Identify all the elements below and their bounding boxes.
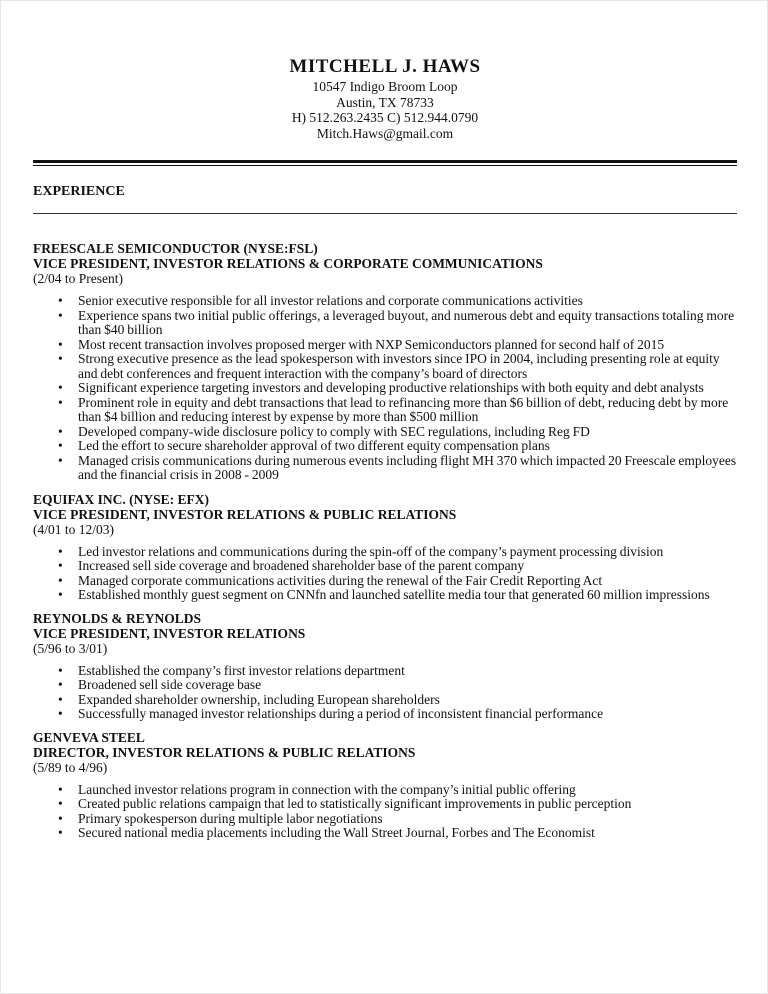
responsibility-text: Successfully managed investor relationships during a period of inconsistent financial performance [78,706,604,721]
bullet-icon: • [58,677,63,692]
responsibility-item [33,797,737,812]
responsibility-item [33,396,737,425]
job-dates: (2/04 to Present) [33,271,123,286]
job-title: VICE PRESIDENT, INVESTOR RELATIONS & CORPORATE COMMUNICATIONS [33,256,543,271]
responsibility-item [33,588,737,603]
responsibility-list [33,664,737,722]
bullet-icon: • [58,781,63,797]
job-title: VICE PRESIDENT, INVESTOR RELATIONS [33,625,306,641]
responsibility-text: Primary spokesperson during multiple labor negotiations [78,810,383,826]
bullet-icon: • [58,438,63,453]
responsibility-item [33,352,737,381]
responsibility-text: Prominent role in equity and debt transactions that lead to refinancing more than $6 billion of debt, reducing debt by more than $4 billion and reducing interest by expense by more than $500 million [78,394,729,424]
job-title: DIRECTOR, INVESTOR RELATIONS & PUBLIC RELATIONS [33,744,416,760]
responsibility-item [33,294,737,309]
responsibility-item [33,545,737,560]
job-title: VICE PRESIDENT, INVESTOR RELATIONS & PUBLIC RELATIONS [33,506,457,522]
job-dates: (4/01 to 12/03) [33,521,114,537]
responsibility-item [33,678,737,693]
email-address: Mitch.Haws@gmail.com [316,125,454,141]
job-entry [33,730,737,841]
header-divider-thick [33,160,737,163]
responsibility-item [33,826,737,841]
responsibility-item [33,559,737,574]
responsibility-text: Broadened sell side coverage base [78,677,262,692]
bullet-icon: • [58,394,63,410]
responsibility-text: Created public relations campaign that led to statistically significant improvements in public perception [78,796,632,811]
responsibility-text: Most recent transaction involves proposed merger with NXP Semiconductors planned for second half of 2015 [78,336,665,352]
bullet-icon: • [58,810,63,826]
bullet-icon: • [58,558,63,573]
responsibility-text: Experience spans two initial public offerings, a leveraged buyout, and numerous debt and equity transactions totaling more than $40 billion [78,307,735,337]
bullet-icon: • [58,307,63,323]
job-dates: (5/89 to 4/96) [33,759,108,775]
responsibility-item [33,425,737,440]
responsibility-item [33,783,737,798]
bullet-icon: • [58,452,63,468]
bullet-icon: • [58,587,63,602]
bullet-icon: • [58,351,63,366]
resume-header [1,55,768,141]
responsibility-item [33,812,737,827]
candidate-name: MITCHELL J. HAWS [289,56,481,77]
bullet-icon: • [58,543,63,559]
responsibility-item [33,707,737,722]
responsibility-item [33,309,737,338]
responsibility-text: Led investor relations and communications during the spin-off of the company’s payment processing division [78,543,664,559]
company-name: REYNOLDS & REYNOLDS [33,610,202,626]
responsibility-item [33,664,737,679]
experience-list [33,241,737,841]
responsibility-text: Established the company’s first investor relations department [78,662,405,678]
section-divider [33,213,737,214]
responsibility-text: Strong executive presence as the lead spokesperson with investors since IPO in 2004, including presenting role at equity and debt conferences and frequent interaction with the company’s board of directors [78,351,720,381]
responsibility-text: Developed company-wide disclosure policy to comply with SEC regulations, including Reg FD [78,423,590,439]
responsibility-list [33,545,737,603]
job-dates: (5/96 to 3/01) [33,640,108,656]
bullet-icon: • [58,796,63,811]
responsibility-text: Managed corporate communications activities during the renewal of the Fair Credit Reporting Act [78,572,603,588]
responsibility-text: Established monthly guest segment on CNNfn and launched satellite media tour that generated 60 million impressions [78,587,710,602]
phone-numbers: H) 512.263.2435 C) 512.944.0790 [291,110,479,125]
responsibility-item [33,693,737,708]
responsibility-text: Secured national media placements including the Wall Street Journal, Forbes and The Economist [78,825,595,840]
bullet-icon: • [58,572,63,588]
bullet-icon: • [58,423,63,439]
responsibility-item [33,454,737,483]
responsibility-text: Increased sell side coverage and broadened shareholder base of the parent company [78,558,525,573]
bullet-icon: • [58,336,63,352]
city-state-zip: Austin, TX 78733 [336,94,434,110]
company-name: EQUIFAX INC. (NYSE: EFX) [33,491,210,507]
responsibility-item [33,381,737,396]
responsibility-text: Managed crisis communications during numerous events including flight MH 370 which impacted 20 Freescale employees and the financial crisis in 2008 - 2009 [78,452,737,482]
street-address: 10547 Indigo Broom Loop [312,79,458,94]
bullet-icon: • [58,293,63,308]
header-divider-thin [33,165,737,166]
bullet-icon: • [58,662,63,678]
job-entry [33,611,737,722]
responsibility-text: Launched investor relations program in connection with the company’s initial public offering [78,781,576,797]
bullet-icon: • [58,825,63,840]
bullet-icon: • [58,706,63,721]
responsibility-text: Led the effort to secure shareholder approval of two different equity compensation plans [78,438,550,453]
responsibility-text: Senior executive responsible for all investor relations and corporate communications activities [78,293,583,308]
responsibility-item [33,574,737,589]
responsibility-list [33,783,737,841]
responsibility-item [33,439,737,454]
responsibility-item [33,338,737,353]
company-name: GENVEVA STEEL [33,729,145,745]
responsibility-text: Significant experience targeting investors and developing productive relationships with both equity and debt analysts [78,380,704,395]
responsibility-text: Expanded shareholder ownership, including European shareholders [78,691,440,707]
experience-heading: EXPERIENCE [33,184,125,199]
bullet-icon: • [58,691,63,707]
job-entry [33,241,737,483]
bullet-icon: • [58,380,63,395]
job-entry [33,492,737,603]
responsibility-list [33,294,737,483]
company-name: FREESCALE SEMICONDUCTOR (NYSE:FSL) [33,241,318,256]
